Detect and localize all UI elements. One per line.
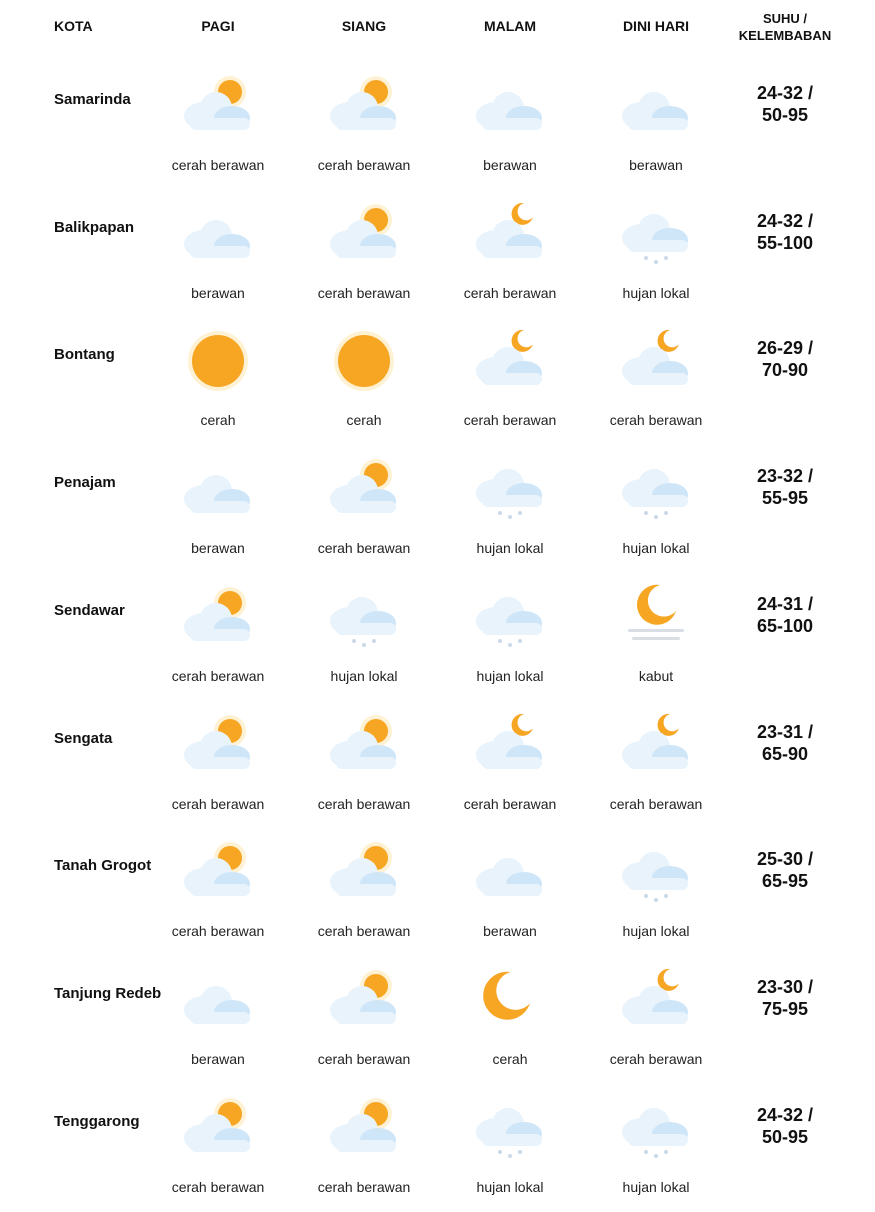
temperature-range: 24-32 / — [756, 210, 814, 231]
temperature-range: 24-32 / — [756, 1104, 814, 1125]
column-header-pagi: PAGI — [201, 18, 235, 34]
weather-label: cerah berawan — [171, 667, 265, 684]
forecast-slot — [158, 583, 278, 693]
weather-label: hujan lokal — [622, 1178, 690, 1195]
weather-label: cerah — [200, 412, 236, 429]
rain-icon — [470, 455, 550, 525]
temperature-humidity — [730, 337, 840, 381]
forecast-slot — [450, 327, 570, 437]
temperature-range: 23-31 / — [756, 721, 814, 742]
forecast-slot — [158, 327, 278, 437]
column-header-kota: KOTA — [54, 18, 93, 34]
rain-icon — [470, 583, 550, 653]
partly-cloudy-day-icon — [178, 1094, 258, 1164]
humidity-range: 75-95 — [761, 998, 809, 1019]
temperature-humidity — [730, 721, 840, 765]
city-name: Tanjung Redeb — [54, 984, 162, 1002]
table-row — [0, 701, 875, 829]
weather-label: hujan lokal — [330, 667, 398, 684]
partly-cloudy-day-icon — [324, 200, 404, 270]
rain-icon — [324, 583, 404, 653]
weather-label: cerah berawan — [317, 923, 411, 940]
humidity-range: 50-95 — [761, 105, 809, 125]
weather-label: cerah berawan — [171, 1178, 265, 1195]
cloudy-icon — [178, 966, 258, 1036]
forecast-slot — [158, 455, 278, 565]
column-header-suhu: SUHU / — [762, 11, 808, 26]
forecast-slot — [304, 711, 424, 821]
partly-cloudy-day-icon — [324, 838, 404, 908]
forecast-slot — [304, 72, 424, 182]
forecast-slot — [450, 1094, 570, 1204]
humidity-range: 65-90 — [761, 743, 809, 764]
moon-icon — [470, 966, 550, 1036]
weather-label: hujan lokal — [476, 667, 544, 684]
weather-label: hujan lokal — [622, 540, 690, 557]
forecast-slot — [158, 200, 278, 310]
partly-cloudy-day-icon — [178, 583, 258, 653]
table-row — [0, 828, 875, 956]
forecast-slot — [596, 711, 716, 821]
city-name: Tenggarong — [54, 1112, 140, 1130]
table-row — [0, 190, 875, 318]
table-row — [0, 1084, 875, 1212]
weather-label: cerah berawan — [609, 1050, 703, 1067]
table-header — [0, 0, 875, 60]
weather-label: berawan — [629, 157, 683, 173]
humidity-range: 50-95 — [761, 1126, 809, 1147]
column-header-malam: MALAM — [483, 18, 537, 34]
weather-label: hujan lokal — [476, 540, 544, 557]
weather-label: cerah berawan — [317, 1178, 411, 1195]
weather-label: cerah berawan — [317, 795, 411, 812]
city-name: Tanah Grogot — [54, 857, 152, 875]
forecast-slot — [450, 200, 570, 310]
table-row — [0, 956, 875, 1084]
forecast-slot — [596, 583, 716, 693]
temperature-humidity — [730, 465, 840, 509]
forecast-slot — [304, 200, 424, 310]
humidity-range: 65-95 — [761, 871, 809, 892]
humidity-range: 55-100 — [756, 232, 814, 253]
weather-label: cerah berawan — [171, 157, 265, 173]
partly-cloudy-day-icon — [178, 72, 258, 142]
partly-cloudy-day-icon — [324, 711, 404, 781]
partly-cloudy-night-icon — [616, 327, 696, 397]
weather-label: berawan — [483, 157, 537, 173]
sun-icon — [178, 327, 258, 397]
forecast-slot — [450, 966, 570, 1076]
weather-label: berawan — [191, 1050, 245, 1067]
temperature-humidity — [730, 848, 840, 892]
weather-label: hujan lokal — [476, 1178, 544, 1195]
temperature-range: 24-32 / — [756, 83, 814, 103]
temperature-humidity — [730, 82, 840, 126]
table-row — [0, 317, 875, 445]
forecast-slot — [158, 966, 278, 1076]
partly-cloudy-day-icon — [324, 1094, 404, 1164]
partly-cloudy-day-icon — [324, 966, 404, 1036]
forecast-slot — [450, 583, 570, 693]
weather-label: kabut — [638, 667, 674, 684]
forecast-slot — [158, 1094, 278, 1204]
table-row — [0, 573, 875, 701]
forecast-slot — [158, 838, 278, 948]
weather-label: berawan — [191, 284, 245, 301]
forecast-slot — [304, 455, 424, 565]
forecast-slot — [304, 583, 424, 693]
column-header-siang: SIANG — [341, 18, 387, 34]
weather-label: cerah — [346, 412, 382, 429]
forecast-slot — [596, 200, 716, 310]
forecast-slot — [450, 455, 570, 565]
cloudy-icon — [470, 72, 550, 142]
weather-label: hujan lokal — [622, 923, 690, 940]
cloudy-icon — [616, 72, 696, 142]
temperature-humidity — [730, 593, 840, 637]
forecast-slot — [304, 838, 424, 948]
rain-icon — [616, 200, 696, 270]
forecast-slot — [304, 1094, 424, 1204]
column-header-suhu-kelembaban — [730, 10, 840, 44]
weather-label: cerah berawan — [317, 1050, 411, 1067]
weather-label: cerah berawan — [609, 795, 703, 812]
partly-cloudy-night-icon — [616, 711, 696, 781]
temperature-range: 24-31 / — [756, 593, 814, 614]
table-row — [0, 445, 875, 573]
column-header-kelembaban: KELEMBABAN — [738, 28, 832, 43]
cloudy-icon — [178, 200, 258, 270]
temperature-humidity — [730, 210, 840, 254]
city-name: Penajam — [54, 474, 116, 492]
weather-label: cerah berawan — [171, 795, 265, 812]
weather-label: cerah berawan — [463, 284, 557, 301]
forecast-slot — [596, 838, 716, 948]
city-name: Sendawar — [54, 601, 125, 619]
forecast-slot — [158, 72, 278, 182]
humidity-range: 55-95 — [761, 488, 809, 509]
partly-cloudy-night-icon — [470, 200, 550, 270]
forecast-slot — [158, 711, 278, 821]
weather-label: berawan — [483, 923, 537, 940]
forecast-slot — [596, 966, 716, 1076]
city-name: Bontang — [54, 346, 115, 364]
forecast-slot — [450, 711, 570, 821]
temperature-humidity — [730, 976, 840, 1020]
city-name: Sengata — [54, 729, 113, 747]
forecast-slot — [304, 966, 424, 1076]
weather-label: hujan lokal — [622, 284, 690, 301]
forecast-slot — [450, 72, 570, 182]
temperature-range: 23-32 / — [756, 466, 814, 487]
partly-cloudy-day-icon — [324, 455, 404, 525]
forecast-slot — [596, 455, 716, 565]
temperature-range: 23-30 / — [756, 976, 814, 997]
weather-label: cerah berawan — [317, 157, 411, 173]
partly-cloudy-night-icon — [616, 966, 696, 1036]
weather-label: cerah — [492, 1050, 528, 1067]
weather-label: cerah berawan — [463, 412, 557, 429]
temperature-range: 26-29 / — [756, 338, 814, 359]
cloudy-icon — [470, 838, 550, 908]
partly-cloudy-day-icon — [178, 711, 258, 781]
weather-label: cerah berawan — [317, 540, 411, 557]
rain-icon — [616, 1094, 696, 1164]
fog-night-icon — [616, 583, 696, 653]
table-row — [0, 62, 875, 190]
partly-cloudy-day-icon — [178, 838, 258, 908]
weather-label: cerah berawan — [609, 412, 703, 429]
temperature-humidity — [730, 1104, 840, 1148]
partly-cloudy-day-icon — [324, 72, 404, 142]
city-name: Balikpapan — [54, 218, 135, 236]
forecast-slot — [450, 838, 570, 948]
rain-icon — [470, 1094, 550, 1164]
humidity-range: 65-100 — [756, 615, 814, 636]
rain-icon — [616, 838, 696, 908]
forecast-slot — [304, 327, 424, 437]
forecast-slot — [596, 1094, 716, 1204]
weather-label: cerah berawan — [317, 284, 411, 301]
humidity-range: 70-90 — [761, 360, 809, 381]
city-name: Samarinda — [54, 91, 131, 108]
cloudy-icon — [178, 455, 258, 525]
rain-icon — [616, 455, 696, 525]
weather-label: cerah berawan — [463, 795, 557, 812]
weather-label: berawan — [191, 540, 245, 557]
forecast-slot — [596, 72, 716, 182]
forecast-slot — [596, 327, 716, 437]
weather-label: cerah berawan — [171, 923, 265, 940]
column-header-dini-hari: DINI HARI — [622, 18, 690, 34]
sun-icon — [324, 327, 404, 397]
partly-cloudy-night-icon — [470, 711, 550, 781]
partly-cloudy-night-icon — [470, 327, 550, 397]
temperature-range: 25-30 / — [756, 849, 814, 870]
